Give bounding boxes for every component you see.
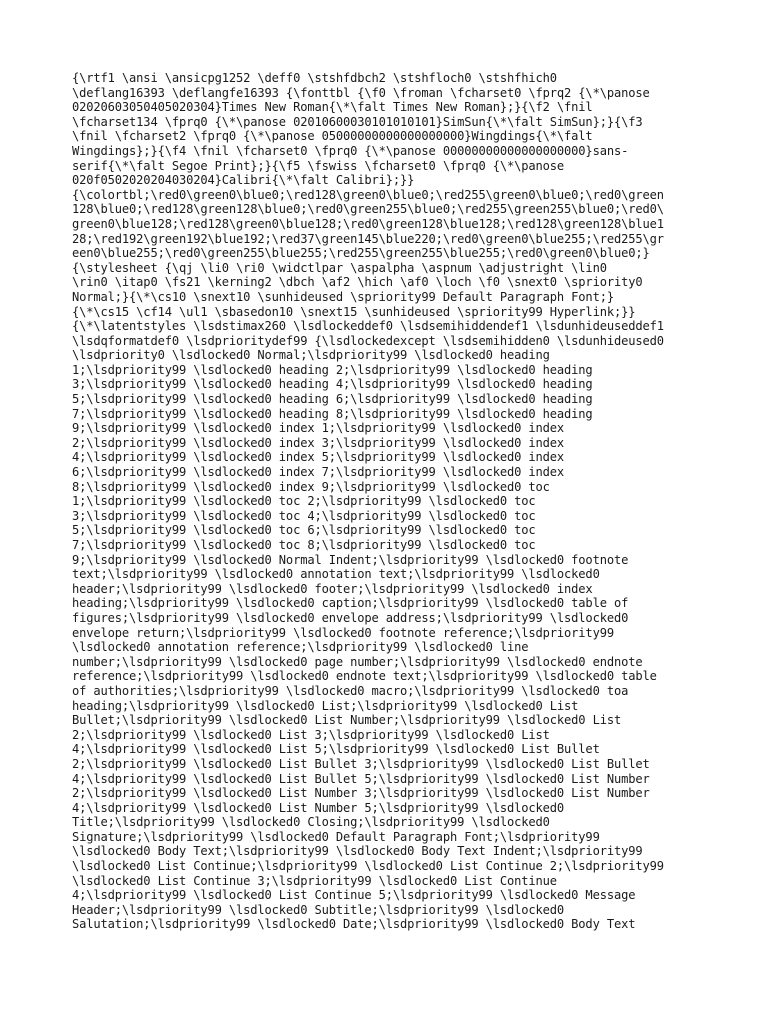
text-line: 2;\lsdpriority99 \lsdlocked0 List 3;\lsdpriority99 \lsdlocked0 List <box>72 727 550 742</box>
text-line: \lsdlocked0 List Continue 3;\lsdpriority99 \lsdlocked0 List Continue <box>72 873 557 888</box>
text-line: 5;\lsdpriority99 \lsdlocked0 heading 6;\lsdpriority99 \lsdlocked0 heading <box>72 392 593 407</box>
text-line: {\colortbl;\red0\green0\blue0;\red128\green0\blue0;\red255\green0\blue0;\red0\green <box>72 187 664 202</box>
text-line: reference;\lsdpriority99 \lsdlocked0 endnote text;\lsdpriority99 \lsdlocked0 table <box>72 669 657 684</box>
text-line: 9;\lsdpriority99 \lsdlocked0 Normal Indent;\lsdpriority99 \lsdlocked0 footnote <box>72 552 629 567</box>
text-line: \lsdpriority0 \lsdlocked0 Normal;\lsdpriority99 \lsdlocked0 heading <box>72 348 550 363</box>
text-line: 5;\lsdpriority99 \lsdlocked0 toc 6;\lsdpriority99 \lsdlocked0 toc <box>72 523 536 538</box>
text-line: \lsdlocked0 Body Text;\lsdpriority99 \lsdlocked0 Body Text Indent;\lsdpriority99 <box>72 844 643 859</box>
text-line: \lsdlocked0 annotation reference;\lsdpriority99 \lsdlocked0 line <box>72 640 529 655</box>
text-line: 7;\lsdpriority99 \lsdlocked0 toc 8;\lsdpriority99 \lsdlocked0 toc <box>72 538 536 552</box>
text-line: \deflang16393 \deflangfe16393 {\fonttbl {\f0 \froman \fcharset0 \fprq2 {\*\panose <box>72 85 650 100</box>
text-line: green0\blue128;\red128\green0\blue128;\red0\green128\blue128;\red128\green128\blue1 <box>72 216 664 231</box>
text-line: \lsdqformatdef0 \lsdprioritydef99 {\lsdlockedexcept \lsdsemihidden0 \lsdunhideused0 <box>72 333 664 348</box>
rtf-source-text <box>72 71 712 932</box>
text-line: {\*\cs15 \cf14 \ul1 \sbasedon10 \snext15 \sunhideused \spriority99 Hyperlink;}} <box>72 304 636 319</box>
text-line: 2;\lsdpriority99 \lsdlocked0 index 3;\lsdpriority99 \lsdlocked0 index <box>72 435 565 450</box>
text-line: Title;\lsdpriority99 \lsdlocked0 Closing;\lsdpriority99 \lsdlocked0 <box>72 815 550 830</box>
text-line: Bullet;\lsdpriority99 \lsdlocked0 List Number;\lsdpriority99 \lsdlocked0 List <box>72 713 622 728</box>
text-line: heading;\lsdpriority99 \lsdlocked0 caption;\lsdpriority99 \lsdlocked0 table of <box>72 596 629 611</box>
text-line: {\rtf1 \ansi \ansicpg1252 \deff0 \stshfdbch2 \stshfloch0 \stshfhich0 <box>72 71 557 85</box>
text-line: Header;\lsdpriority99 \lsdlocked0 Subtitle;\lsdpriority99 \lsdlocked0 <box>72 902 565 917</box>
text-line: 020f0502020204030204}Calibri{\*\falt Calibri};}} <box>72 173 415 188</box>
text-line: {\*\latentstyles \lsdstimax260 \lsdlockeddef0 \lsdsemihiddendef1 \lsdunhideuseddef1 <box>72 319 664 334</box>
text-line: 128\blue0;\red128\green128\blue0;\red0\green255\blue0;\red255\green255\blue0;\red0\ <box>72 202 664 217</box>
text-line: figures;\lsdpriority99 \lsdlocked0 envelope address;\lsdpriority99 \lsdlocked0 <box>72 610 629 625</box>
text-line: header;\lsdpriority99 \lsdlocked0 footer;\lsdpriority99 \lsdlocked0 index <box>72 581 593 596</box>
text-line: \rin0 \itap0 \fs21 \kerning2 \dbch \af2 \hich \af0 \loch \f0 \snext0 \spriority0 <box>72 275 643 290</box>
text-line: 2;\lsdpriority99 \lsdlocked0 List Number 3;\lsdpriority99 \lsdlocked0 List Number <box>72 786 650 801</box>
text-line: \fnil \fcharset2 \fprq0 {\*\panose 05000000000000000000}Wingdings{\*\falt <box>72 129 593 144</box>
text-line: \lsdlocked0 List Continue;\lsdpriority99 \lsdlocked0 List Continue 2;\lsdpriority99 <box>72 859 664 874</box>
text-line: Wingdings};}{\f4 \fnil \fcharset0 \fprq0 {\*\panose 00000000000000000000}sans- <box>72 143 629 158</box>
text-line: Normal;}{\*\cs10 \snext10 \sunhideused \spriority99 Default Paragraph Font;} <box>72 289 614 304</box>
text-line: 7;\lsdpriority99 \lsdlocked0 heading 8;\lsdpriority99 \lsdlocked0 heading <box>72 406 593 421</box>
text-line: 2;\lsdpriority99 \lsdlocked0 List Bullet 3;\lsdpriority99 \lsdlocked0 List Bullet <box>72 756 650 771</box>
text-line: 4;\lsdpriority99 \lsdlocked0 index 5;\lsdpriority99 \lsdlocked0 index <box>72 450 565 465</box>
text-line: 02020603050405020304}Times New Roman{\*\falt Times New Roman};}{\f2 \fnil <box>72 100 593 115</box>
text-line: 4;\lsdpriority99 \lsdlocked0 List Continue 5;\lsdpriority99 \lsdlocked0 Message <box>72 888 636 903</box>
text-line: {\stylesheet {\qj \li0 \ri0 \widctlpar \aspalpha \aspnum \adjustright \lin0 <box>72 260 607 275</box>
text-line: envelope return;\lsdpriority99 \lsdlocked0 footnote reference;\lsdpriority99 <box>72 625 614 640</box>
text-line: 6;\lsdpriority99 \lsdlocked0 index 7;\lsdpriority99 \lsdlocked0 index <box>72 465 565 480</box>
text-line: Signature;\lsdpriority99 \lsdlocked0 Default Paragraph Font;\lsdpriority99 <box>72 829 600 844</box>
text-line: 4;\lsdpriority99 \lsdlocked0 List 5;\lsdpriority99 \lsdlocked0 List Bullet <box>72 742 600 757</box>
text-line: een0\blue255;\red0\green255\blue255;\red255\green255\blue255;\red0\green0\blue0;} <box>72 246 650 261</box>
text-line: 28;\red192\green192\blue192;\red37\green145\blue220;\red0\green0\blue255;\red255\gr <box>72 231 664 246</box>
text-line: number;\lsdpriority99 \lsdlocked0 page number;\lsdpriority99 \lsdlocked0 endnote <box>72 654 643 669</box>
text-line: 1;\lsdpriority99 \lsdlocked0 heading 2;\lsdpriority99 \lsdlocked0 heading <box>72 362 593 377</box>
text-line: 8;\lsdpriority99 \lsdlocked0 index 9;\lsdpriority99 \lsdlocked0 toc <box>72 479 550 494</box>
text-line: serif{\*\falt Segoe Print};}{\f5 \fswiss \fcharset0 \fprq0 {\*\panose <box>72 158 565 173</box>
text-line: 4;\lsdpriority99 \lsdlocked0 List Bullet 5;\lsdpriority99 \lsdlocked0 List Number <box>72 771 650 786</box>
text-line: text;\lsdpriority99 \lsdlocked0 annotation text;\lsdpriority99 \lsdlocked0 <box>72 567 600 582</box>
text-line: 3;\lsdpriority99 \lsdlocked0 toc 4;\lsdpriority99 \lsdlocked0 toc <box>72 508 536 523</box>
text-line: 3;\lsdpriority99 \lsdlocked0 heading 4;\lsdpriority99 \lsdlocked0 heading <box>72 377 593 392</box>
text-line: Salutation;\lsdpriority99 \lsdlocked0 Date;\lsdpriority99 \lsdlocked0 Body Text <box>72 917 636 932</box>
text-line: of authorities;\lsdpriority99 \lsdlocked0 macro;\lsdpriority99 \lsdlocked0 toa <box>72 683 629 698</box>
text-line: heading;\lsdpriority99 \lsdlocked0 List;\lsdpriority99 \lsdlocked0 List <box>72 698 579 713</box>
text-line: 1;\lsdpriority99 \lsdlocked0 toc 2;\lsdpriority99 \lsdlocked0 toc <box>72 494 536 509</box>
text-line: 4;\lsdpriority99 \lsdlocked0 List Number 5;\lsdpriority99 \lsdlocked0 <box>72 800 565 815</box>
text-line: \fcharset134 \fprq0 {\*\panose 02010600030101010101}SimSun{\*\falt SimSun};}{\f3 <box>72 114 643 129</box>
text-line: 9;\lsdpriority99 \lsdlocked0 index 1;\lsdpriority99 \lsdlocked0 index <box>72 421 565 436</box>
